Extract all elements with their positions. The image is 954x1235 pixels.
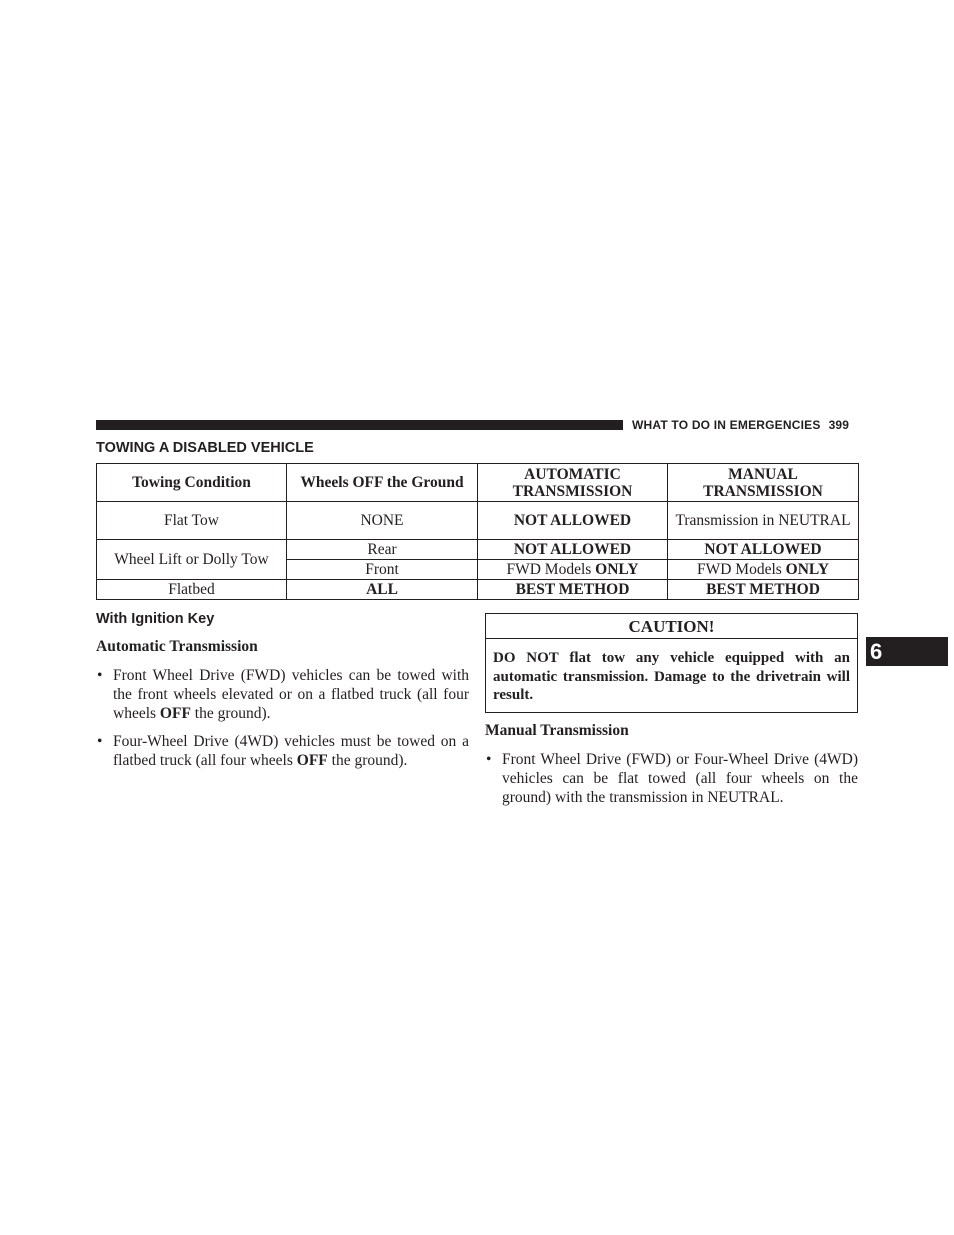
caution-title: CAUTION! xyxy=(486,614,857,639)
cell-automatic: BEST METHOD xyxy=(478,580,668,600)
automatic-transmission-heading: Automatic Transmission xyxy=(96,638,258,655)
bullet-text: Front Wheel Drive (FWD) vehicles can be towed with the front wheels elevated or on a flatbed truck (all four wheels xyxy=(113,667,469,722)
cell-wheels: Front xyxy=(287,560,478,580)
cell-manual: BEST METHOD xyxy=(668,580,859,600)
table-row xyxy=(97,502,859,540)
subsection-heading: With Ignition Key xyxy=(96,611,215,627)
bullet-text: Front Wheel Drive (FWD) or Four-Wheel Drive (4WD) vehicles can be flat towed (all four wheels on the ground) with the transmission in NEUTRAL. xyxy=(502,751,858,806)
table-row xyxy=(97,540,859,560)
header-towing-condition: Towing Condition xyxy=(97,464,287,502)
cell-wheels: NONE xyxy=(287,502,478,540)
bullet-emphasis: OFF xyxy=(296,752,328,769)
header-rule xyxy=(96,420,623,430)
list-item xyxy=(96,732,469,770)
cell-manual xyxy=(668,560,859,580)
page-number: 399 xyxy=(828,418,850,432)
bullet-icon: • xyxy=(486,751,492,768)
bullet-icon: • xyxy=(97,667,103,684)
cell-text: FWD Models xyxy=(696,561,782,578)
cell-manual: NOT ALLOWED xyxy=(668,540,859,560)
header-automatic: AUTOMATIC TRANSMISSION xyxy=(478,464,668,502)
chapter-tab: 6 xyxy=(866,637,948,666)
caution-box xyxy=(485,613,858,713)
cell-condition: Wheel Lift or Dolly Tow xyxy=(97,540,287,580)
cell-manual: Transmission in NEUTRAL xyxy=(668,502,859,540)
cell-condition: Flat Tow xyxy=(97,502,287,540)
cell-emphasis: ONLY xyxy=(595,561,639,578)
cell-automatic: NOT ALLOWED xyxy=(478,502,668,540)
header-wheels-off: Wheels OFF the Ground xyxy=(287,464,478,502)
cell-wheels: Rear xyxy=(287,540,478,560)
bullet-text: the ground). xyxy=(331,752,408,769)
cell-automatic: NOT ALLOWED xyxy=(478,540,668,560)
header-section: WHAT TO DO IN EMERGENCIES xyxy=(632,418,821,432)
cell-emphasis: ONLY xyxy=(785,561,830,578)
header-manual: MANUAL TRANSMISSION xyxy=(668,464,859,502)
bullet-text: Four-Wheel Drive (4WD) vehicles must be towed on a flatbed truck (all four wheels xyxy=(113,733,469,769)
manual-bullet-list xyxy=(485,750,858,807)
table-row xyxy=(97,580,859,600)
cell-wheels: ALL xyxy=(287,580,478,600)
manual-transmission-heading: Manual Transmission xyxy=(485,722,629,739)
bullet-icon: • xyxy=(97,733,103,750)
cell-automatic xyxy=(478,560,668,580)
list-item xyxy=(96,666,469,723)
towing-table xyxy=(96,463,859,600)
cell-text: FWD Models xyxy=(506,561,592,578)
table-header-row xyxy=(97,464,859,502)
cell-condition: Flatbed xyxy=(97,580,287,600)
list-item xyxy=(485,750,858,807)
running-header xyxy=(632,418,849,432)
bullet-text: the ground). xyxy=(194,705,271,722)
automatic-bullet-list xyxy=(96,666,469,770)
bullet-emphasis: OFF xyxy=(159,705,191,722)
section-title: TOWING A DISABLED VEHICLE xyxy=(96,440,314,456)
caution-text: DO NOT flat tow any vehicle equipped with an automatic transmission. Damage to the drivetrain will result. xyxy=(493,650,850,703)
